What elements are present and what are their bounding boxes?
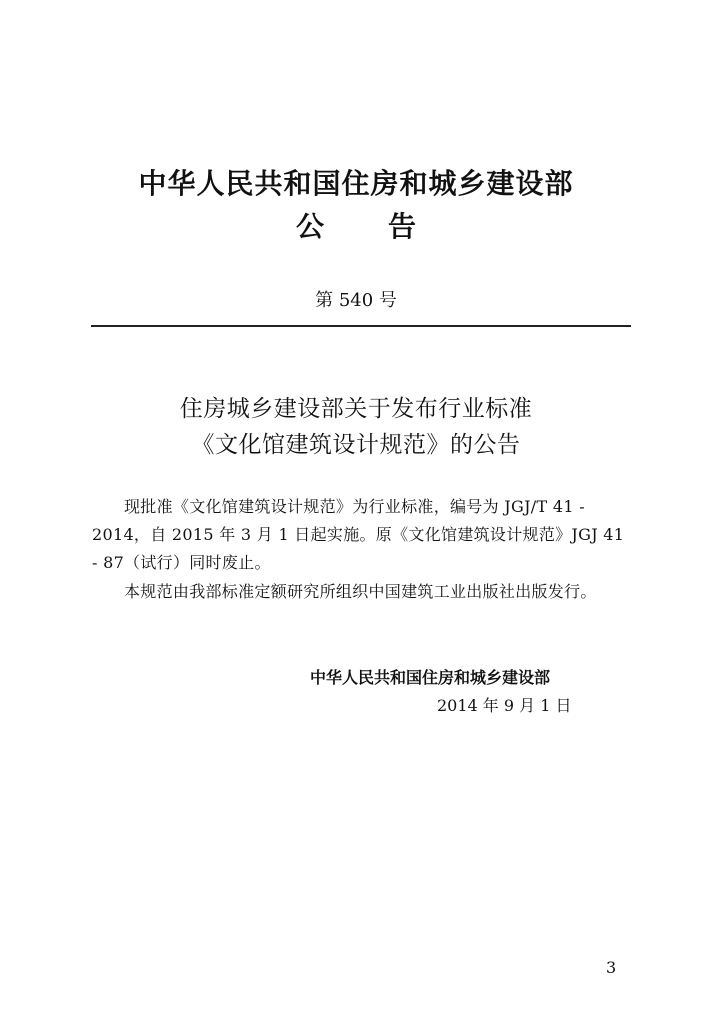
body-paragraph-2: 本规范由我部标准定额研究所组织中国建筑工业出版社出版发行。 xyxy=(124,582,597,601)
notice-title-char-1: 公 xyxy=(295,210,324,243)
signer: 中华人民共和国住房和城乡建设部 xyxy=(310,668,551,687)
header-divider xyxy=(91,325,631,327)
notice-title xyxy=(0,205,712,245)
notice-title-char-2: 告 xyxy=(388,210,417,243)
body-paragraph-1: 现批准《文化馆建筑设计规范》为行业标准，编号为 JGJ/T 41 - 2014，自 2015 年 3 月 1 日起实施。原《文化馆建筑设计规范》JGJ 41 - 87（试行）同时废止。 xyxy=(92,497,625,572)
signature-date: 2014 年 9 月 1 日 xyxy=(437,696,572,715)
heading-line-1: 住房城乡建设部关于发布行业标准 xyxy=(179,396,533,422)
document-number: 第 540 号 xyxy=(315,290,397,311)
heading-line-2: 《文化馆建筑设计规范》的公告 xyxy=(191,432,521,458)
page-number: 3 xyxy=(606,958,617,977)
ministry-title: 中华人民共和国住房和城乡建设部 xyxy=(138,167,574,200)
